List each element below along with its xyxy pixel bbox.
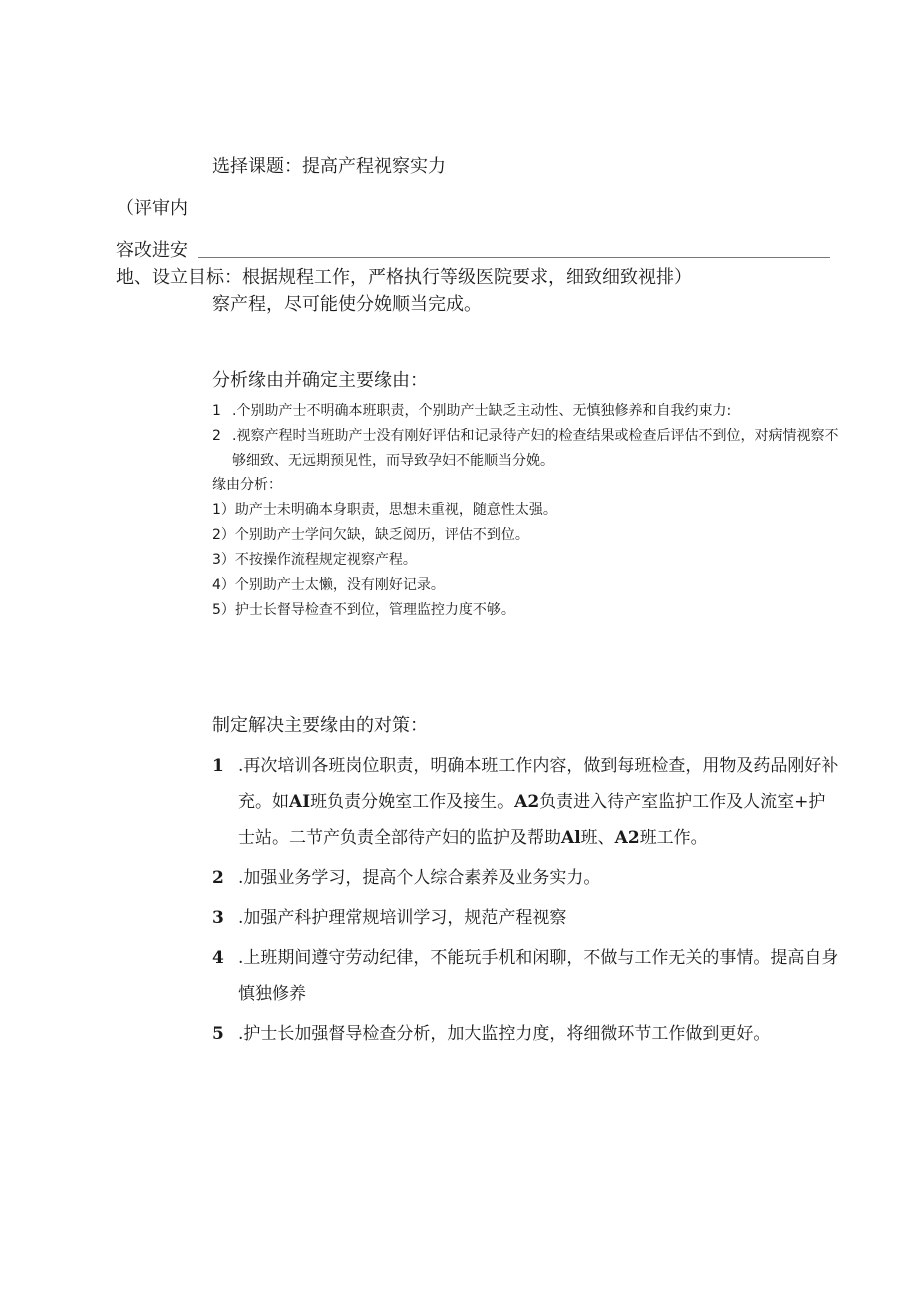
reason-analysis-title: 缘由分析： <box>212 477 282 493</box>
topic-line: 选择课题：提高产程视察实力 <box>212 156 446 177</box>
measure-text: .加强产科护理常规培训学习，规范产程视察 <box>238 908 567 928</box>
shift-code: Al <box>561 828 581 848</box>
measure-item <box>212 940 842 1012</box>
reason-item: 1）助产士未明确本身职责，思想未重视，随意性太强。 <box>212 502 557 518</box>
fill-in-underline <box>198 257 830 258</box>
measure-text: .加强业务学习，提高个人综合素养及业务实力。 <box>238 868 601 888</box>
reason-item: 2）个别助产士学问欠缺，缺乏阅历，评估不到位。 <box>212 527 529 543</box>
measure-item <box>212 1016 842 1052</box>
shift-code: A2 <box>614 828 640 848</box>
measure-text: 负责进入待产室监护工作及人流室+护士站。二节产负责全部待产妇的监护及帮助 <box>238 792 826 848</box>
measure-text: 班工作。 <box>639 828 708 848</box>
measure-number: 2 <box>212 868 224 888</box>
cause-text: .个别助产士不明确本班职责，个别助产士缺乏主动性、无慎独修养和自我约束力: <box>232 403 732 419</box>
measure-item <box>212 900 842 936</box>
measure-item <box>212 748 842 856</box>
reason-item: 5）护士长督导检查不到位，管理监控力度不够。 <box>212 602 515 618</box>
measure-text: .护士长加强督导检查分析，加大监控力度，将细微环节工作做到更好。 <box>238 1024 771 1044</box>
measure-text: .再次培训各班岗位职责，明确本班工作内容，做到每班检查，用物及药品刚好补充。如 <box>238 756 839 812</box>
cause-number: 2 <box>212 428 221 444</box>
content-prefix: 容改进安 <box>116 240 188 261</box>
measure-text: .上班期间遵守劳动纪律，不能玩手机和闲聊，不做与工作无关的事情。提高自身慎独修养 <box>238 948 839 1004</box>
cause-item <box>212 399 852 424</box>
goal-line-2: 察产程，尽可能使分娩顺当完成。 <box>212 294 482 315</box>
cause-text: .视察产程时当班助产士没有刚好评估和记录待产妇的检查结果或检查后评估不到位，对病情视察不够细致、无远期预见性，而导致孕妇不能顺当分娩。 <box>232 428 839 469</box>
reason-item: 4）个别助产士太懒，没有刚好记录。 <box>212 577 445 593</box>
measures-title: 制定解决主要缘由的对策： <box>212 715 428 736</box>
shift-code: A2 <box>514 792 540 812</box>
review-prefix: （评审内 <box>116 198 188 219</box>
cause-item <box>212 424 852 474</box>
analyze-title: 分析缘由并确定主要缘由： <box>212 370 428 391</box>
cause-number: 1 <box>212 403 221 419</box>
reason-list <box>212 498 557 623</box>
measure-number: 5 <box>212 1024 224 1044</box>
reason-item: 3）不按操作流程规定视察产程。 <box>212 552 417 568</box>
measure-item <box>212 860 842 896</box>
measure-number: 1 <box>212 756 224 776</box>
measure-text: 班负责分娩室工作及接生。 <box>310 792 515 812</box>
shift-code: AI <box>289 792 311 812</box>
measure-number: 4 <box>212 948 224 968</box>
measure-list <box>212 748 842 1056</box>
measure-number: 3 <box>212 908 224 928</box>
cause-list <box>212 399 852 474</box>
goal-line-1: 地、设立目标：根据规程工作，严格执行等级医院要求，细致细致视排） <box>116 267 692 288</box>
measure-text: 班、 <box>580 828 615 848</box>
